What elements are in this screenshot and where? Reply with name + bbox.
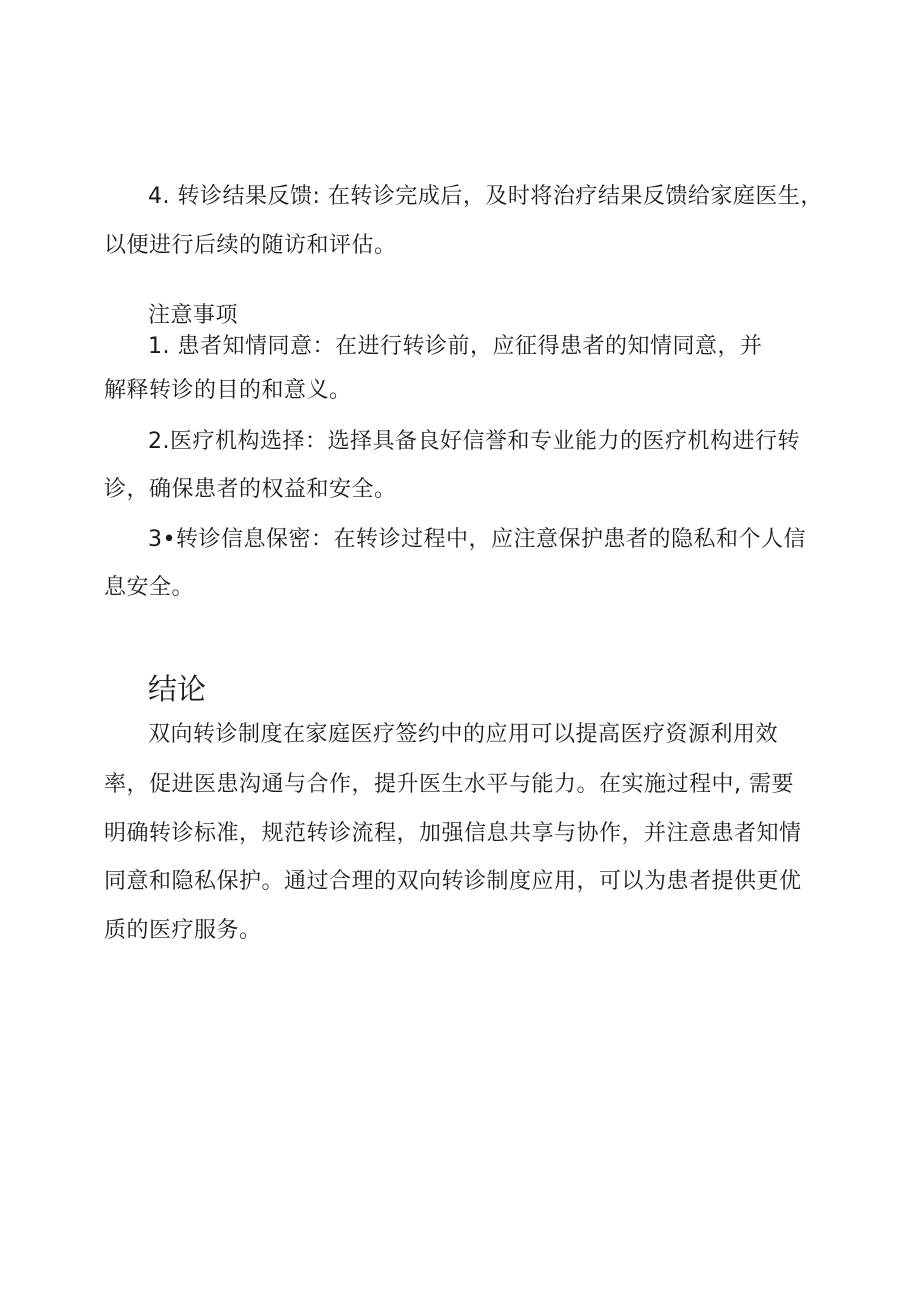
notes-item2-line1: 2.医疗机构选择：选择具备良好信誉和专业能力的医疗机构进行转: [148, 429, 800, 454]
notes-item3-line1: 3•转诊信息保密：在转诊过程中，应注意保护患者的隐私和个人信: [148, 527, 806, 552]
item4-line1: 4. 转诊结果反馈: 在转诊完成后，及时将治疗结果反馈给家庭医生，: [148, 184, 823, 209]
notes-item1-line1: 1. 患者知情同意：在进行转诊前，应征得患者的知情同意，并: [148, 334, 763, 359]
notes-item3-line2: 息安全。: [104, 575, 195, 600]
conclusion-line-2: 率，促进医患沟通与合作，提升医生水平与能力。在实施过程中, 需要: [104, 772, 794, 797]
notes-item1-line2: 解释转诊的目的和意义。: [104, 378, 352, 403]
conclusion-line-5: 质的医疗服务。: [104, 918, 262, 943]
conclusion-line-4: 同意和隐私保护。通过合理的双向转诊制度应用，可以为患者提供更优: [104, 869, 802, 894]
item4-line2: 以便进行后续的随访和评估。: [104, 233, 397, 258]
conclusion-line-3: 明确转诊标准，规范转诊流程，加强信息共享与协作，并注意患者知情: [104, 821, 802, 846]
notes-title: 注意事项: [148, 303, 239, 328]
notes-item2-line2: 诊，确保患者的权益和安全。: [104, 477, 397, 502]
conclusion-line-1: 双向转诊制度在家庭医疗签约中的应用可以提高医疗资源利用效: [148, 722, 779, 747]
conclusion-heading: 结论: [148, 672, 207, 706]
